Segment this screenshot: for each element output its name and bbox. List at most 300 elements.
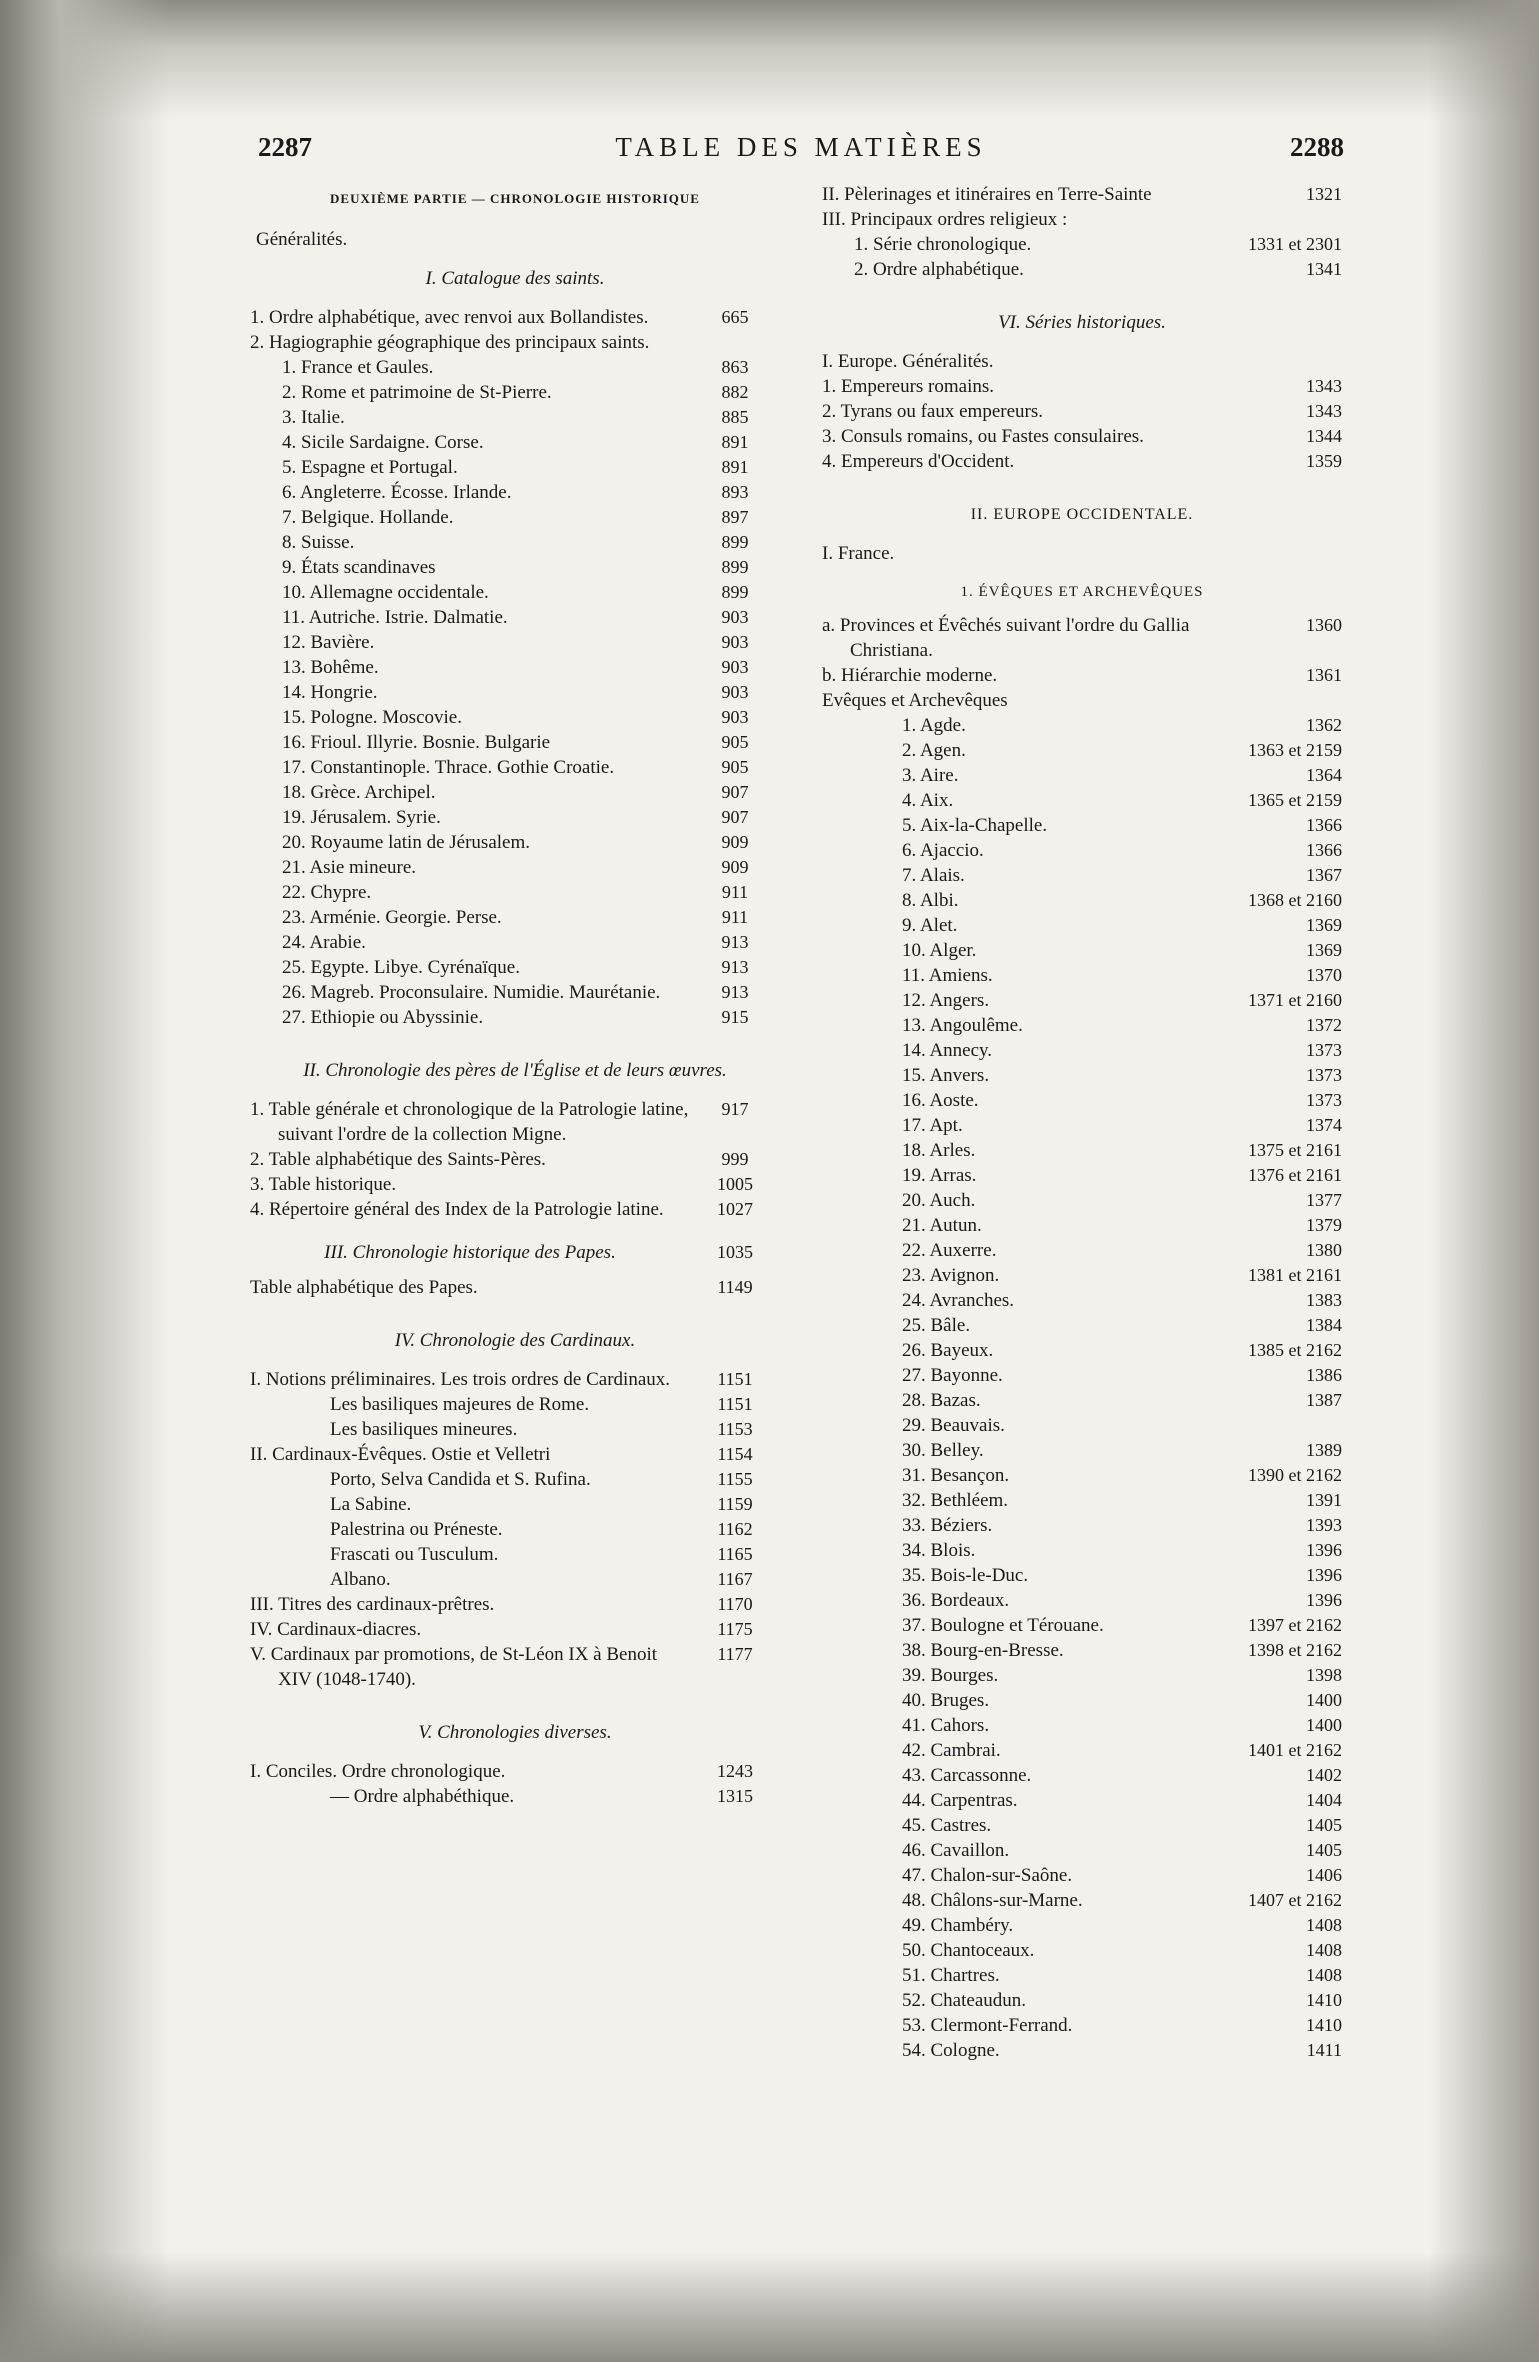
city-entry: [822, 2013, 1342, 2038]
entry-label: I. Notions préliminaires. Les trois ordres de Cardinaux.: [250, 1369, 671, 1390]
toc-entry: [250, 780, 780, 805]
entry-label: 33. Béziers.: [902, 1515, 993, 1536]
entry-label: 47. Chalon-sur-Saône.: [902, 1865, 1073, 1886]
page-ref: 1359: [1306, 451, 1342, 471]
city-entry: [822, 1163, 1342, 1188]
toc-entry: [250, 805, 780, 830]
entry-label: III. Principaux ordres religieux :: [822, 209, 1068, 230]
city-entry: [822, 1863, 1342, 1888]
page-ref: 1005: [717, 1174, 753, 1194]
page-ref: 1408: [1306, 1915, 1342, 1935]
city-entry: [822, 1963, 1342, 1988]
entry-label: 13. Bohême.: [282, 657, 379, 678]
entry-label: 27. Bayonne.: [902, 1365, 1003, 1386]
entry-label: 13. Angoulême.: [902, 1015, 1023, 1036]
toc-entry: [250, 1492, 780, 1517]
toc-entry: [250, 1467, 780, 1492]
entry-label: 54. Cologne.: [902, 2040, 1000, 2061]
entry-label: 3. Italie.: [282, 407, 345, 428]
page-ref: 882: [721, 382, 749, 402]
city-entry: [822, 1338, 1342, 1363]
city-entry: [822, 1613, 1342, 1638]
page-ref: 1367: [1306, 865, 1342, 885]
page-ref: 1391: [1306, 1490, 1342, 1510]
entry-label: 38. Bourg-en-Bresse.: [902, 1640, 1064, 1661]
page-ref: 1315: [717, 1786, 753, 1806]
page-ref: 1396: [1306, 1590, 1342, 1610]
page-ref: 917: [721, 1099, 749, 1119]
page-ref: 909: [721, 832, 749, 852]
entry-label: 35. Bois-le-Duc.: [902, 1565, 1029, 1586]
entry-label: 3. Table historique.: [250, 1174, 397, 1195]
entry-label: 1. Ordre alphabétique, avec renvoi aux Bollandistes.: [250, 307, 649, 328]
section-title-papes: III. Chronologie historique des Papes.: [324, 1242, 616, 1263]
section-entries-diverses: [250, 1759, 780, 1809]
page-ref: 1159: [717, 1494, 753, 1514]
page-ref: 1390 et 2162: [1248, 1465, 1342, 1485]
city-entry: [822, 813, 1342, 838]
entry-label: 18. Grèce. Archipel.: [282, 782, 436, 803]
entry-label: 10. Alger.: [902, 940, 977, 961]
entry-label: 53. Clermont-Ferrand.: [902, 2015, 1073, 2036]
entry-label: 39. Bourges.: [902, 1665, 999, 1686]
entry-label: 26. Magreb. Proconsulaire. Numidie. Maurétanie.: [282, 982, 661, 1003]
city-entry: [822, 1763, 1342, 1788]
city-entry: [822, 1663, 1342, 1688]
page-ref: 665: [721, 307, 749, 327]
page-ref: 1376 et 2161: [1248, 1165, 1342, 1185]
toc-entry: [822, 257, 1342, 282]
toc-entry: [250, 1197, 780, 1222]
page-number-left: 2287: [258, 132, 312, 162]
city-entry: [822, 1938, 1342, 1963]
entry-label: 34. Blois.: [902, 1540, 976, 1561]
entry-label: 1. Série chronologique.: [854, 234, 1032, 255]
entry-label: 44. Carpentras.: [902, 1790, 1018, 1811]
page-ref: 1380: [1306, 1240, 1342, 1260]
page-ref: 907: [721, 807, 749, 827]
page-ref: 1372: [1306, 1015, 1342, 1035]
page-ref: 1408: [1306, 1940, 1342, 1960]
city-entry: [822, 1038, 1342, 1063]
toc-entry: [250, 730, 780, 755]
page-ref: 1397 et 2162: [1248, 1615, 1342, 1635]
toc-entry: [250, 355, 780, 380]
papes-table-row: [250, 1275, 780, 1300]
city-entry: [822, 1513, 1342, 1538]
city-entry: [822, 1588, 1342, 1613]
city-list: [822, 713, 1342, 2063]
entry-label: 29. Beauvais.: [902, 1415, 1005, 1436]
entry-label: V. Cardinaux par promotions, de St-Léon IX à Benoit XIV (1048-1740).: [250, 1644, 658, 1690]
toc-entry: [250, 1617, 780, 1642]
city-entry: [822, 788, 1342, 813]
page-ref: 1151: [717, 1369, 753, 1389]
toc-entry: [250, 605, 780, 630]
entry-label: Table alphabétique des Papes.: [250, 1277, 478, 1298]
city-entry: [822, 988, 1342, 1013]
section-entries-top: [822, 182, 1342, 282]
entry-label: 36. Bordeaux.: [902, 1590, 1010, 1611]
page-ref: 1384: [1306, 1315, 1342, 1335]
toc-entry: [822, 613, 1342, 663]
toc-entry: [250, 1005, 780, 1030]
entry-label: 25. Egypte. Libye. Cyrénaïque.: [282, 957, 520, 978]
entry-label: 6. Ajaccio.: [902, 840, 984, 861]
page-ref: 1410: [1306, 2015, 1342, 2035]
toc-entry: [250, 880, 780, 905]
page-ref: 1343: [1306, 401, 1342, 421]
page-ref: 1373: [1306, 1065, 1342, 1085]
toc-entry: [250, 930, 780, 955]
toc-entry: [250, 1517, 780, 1542]
page-ref: 1379: [1306, 1215, 1342, 1235]
toc-entry: [822, 399, 1342, 424]
page-ref: 903: [721, 657, 749, 677]
page-title: TABLE DES MATIÈRES: [615, 132, 987, 162]
page-ref: 1396: [1306, 1540, 1342, 1560]
entry-label: 28. Bazas.: [902, 1390, 981, 1411]
entry-label: 22. Chypre.: [282, 882, 372, 903]
page-ref: 885: [721, 407, 749, 427]
toc-entry: [250, 1392, 780, 1417]
page-ref: 1368 et 2160: [1248, 890, 1342, 910]
page-ref: 907: [721, 782, 749, 802]
left-column: [250, 182, 780, 1809]
page-ref: 1170: [717, 1594, 753, 1614]
entry-label: 45. Castres.: [902, 1815, 992, 1836]
entry-label: 2. Hagiographie géographique des principaux saints.: [250, 332, 650, 353]
scan-shadow-bottom: [0, 2252, 1539, 2362]
entry-label: 50. Chantoceaux.: [902, 1940, 1035, 1961]
toc-entry: [250, 380, 780, 405]
toc-entry: [250, 755, 780, 780]
page-ref: 899: [721, 532, 749, 552]
scan-shadow-right: [1429, 0, 1539, 2362]
page-ref: 1149: [717, 1277, 753, 1297]
toc-entry: [822, 232, 1342, 257]
page-ref: 1385 et 2162: [1248, 1340, 1342, 1360]
page-ref: 1027: [717, 1199, 753, 1219]
toc-entry: [250, 1417, 780, 1442]
page-ref: 1155: [717, 1469, 753, 1489]
toc-entry: [822, 449, 1342, 474]
page-ref: 999: [721, 1149, 749, 1169]
page-ref: 1344: [1306, 426, 1342, 446]
city-entry: [822, 1713, 1342, 1738]
city-entry: [822, 1238, 1342, 1263]
entry-label: 25. Bâle.: [902, 1315, 971, 1336]
page-ref: 1363 et 2159: [1248, 740, 1342, 760]
entry-label: 2. Ordre alphabétique.: [854, 259, 1024, 280]
page-ref: 1400: [1306, 1690, 1342, 1710]
page-ref: 913: [721, 957, 749, 977]
toc-entry: [250, 980, 780, 1005]
entry-label: IV. Cardinaux-diacres.: [250, 1619, 422, 1640]
entry-label: 52. Chateaudun.: [902, 1990, 1027, 2011]
city-entry: [822, 1888, 1342, 1913]
page-ref: 1154: [717, 1444, 753, 1464]
entry-label: 14. Hongrie.: [282, 682, 378, 703]
entry-label: Palestrina ou Préneste.: [330, 1519, 503, 1540]
page-ref: 1151: [717, 1394, 753, 1414]
city-entry: [822, 1288, 1342, 1313]
entry-label: 2. Tyrans ou faux empereurs.: [822, 401, 1043, 422]
entry-label: 18. Arles.: [902, 1140, 976, 1161]
page-ref: 1364: [1306, 765, 1342, 785]
city-entry: [822, 838, 1342, 863]
city-entry: [822, 1113, 1342, 1138]
page-ref: 911: [721, 882, 749, 902]
page-ref: 1405: [1306, 1840, 1342, 1860]
entry-label: 43. Carcassonne.: [902, 1765, 1032, 1786]
entry-label: 4. Répertoire général des Index de la Patrologie latine.: [250, 1199, 664, 1220]
toc-entry: [250, 630, 780, 655]
city-entry: [822, 1988, 1342, 2013]
toc-entry: [822, 424, 1342, 449]
entry-label: 42. Cambrai.: [902, 1740, 1001, 1761]
entry-label: III. Titres des cardinaux-prêtres.: [250, 1594, 495, 1615]
entry-label: 21. Asie mineure.: [282, 857, 417, 878]
toc-entry: [250, 655, 780, 680]
city-entry: [822, 713, 1342, 738]
entry-label: 40. Bruges.: [902, 1690, 990, 1711]
section-title-cardinaux: IV. Chronologie des Cardinaux.: [394, 1330, 636, 1351]
city-entry: [822, 1563, 1342, 1588]
city-entry: [822, 1313, 1342, 1338]
page-ref: 913: [721, 932, 749, 952]
toc-entry: [250, 505, 780, 530]
entry-label: 21. Autun.: [902, 1215, 982, 1236]
city-entry: [822, 1013, 1342, 1038]
city-entry: [822, 963, 1342, 988]
page-ref: 1321: [1306, 184, 1342, 204]
toc-entry: [250, 455, 780, 480]
section-title-europe: II. EUROPE OCCIDENTALE.: [970, 506, 1194, 523]
toc-entry: [250, 1642, 780, 1692]
entry-label: 16. Frioul. Illyrie. Bosnie. Bulgarie: [282, 732, 551, 753]
section-title-diverses: V. Chronologies diverses.: [418, 1722, 612, 1743]
entry-label: I. Conciles. Ordre chronologique.: [250, 1761, 506, 1782]
toc-entry: [250, 430, 780, 455]
page-ref: 1398 et 2162: [1248, 1640, 1342, 1660]
page-ref: 1369: [1306, 915, 1342, 935]
entry-label: 5. Aix-la-Chapelle.: [902, 815, 1048, 836]
entry-label: 32. Bethléem.: [902, 1490, 1009, 1511]
entry-label: 11. Amiens.: [902, 965, 993, 986]
right-column: [822, 182, 1342, 2063]
toc-entry: [250, 1147, 780, 1172]
toc-entry: [822, 374, 1342, 399]
toc-entry: [822, 207, 1342, 232]
page-ref: 1361: [1306, 665, 1342, 685]
page-ref: 1405: [1306, 1815, 1342, 1835]
page-number-right: 2288: [1290, 132, 1344, 162]
toc-entry: [250, 305, 780, 330]
entry-label: 37. Boulogne et Térouane.: [902, 1615, 1104, 1636]
toc-entry: [250, 530, 780, 555]
page-ref: 1411: [1306, 2040, 1342, 2060]
page-ref: 1153: [717, 1419, 753, 1439]
entry-label: 16. Aoste.: [902, 1090, 979, 1111]
section-entries-france: [822, 613, 1342, 713]
entry-label: 9. Alet.: [902, 915, 958, 936]
entry-label: 22. Auxerre.: [902, 1240, 997, 1261]
entry-label: 7. Alais.: [902, 865, 965, 886]
entry-label: 20. Auch.: [902, 1190, 976, 1211]
entry-label: 10. Allemagne occidentale.: [282, 582, 489, 603]
page-ref: 1387: [1306, 1390, 1342, 1410]
city-entry: [822, 1463, 1342, 1488]
entry-label: 49. Chambéry.: [902, 1915, 1014, 1936]
entry-label: 9. États scandinaves: [282, 557, 436, 578]
page-ref: 1165: [717, 1544, 753, 1564]
entry-label: 11. Autriche. Istrie. Dalmatie.: [282, 607, 508, 628]
toc-entry: [250, 480, 780, 505]
entry-label: 19. Jérusalem. Syrie.: [282, 807, 441, 828]
page-ref: 893: [721, 482, 749, 502]
page-ref: 1374: [1306, 1115, 1342, 1135]
entry-label: Albano.: [330, 1569, 391, 1590]
entry-label: 14. Annecy.: [902, 1040, 993, 1061]
city-entry: [822, 1913, 1342, 1938]
city-entry: [822, 1413, 1342, 1438]
entry-label: 27. Ethiopie ou Abyssinie.: [282, 1007, 484, 1028]
entry-label: Porto, Selva Candida et S. Rufina.: [330, 1469, 591, 1490]
toc-entry: [250, 680, 780, 705]
scan-shadow-top: [0, 0, 1539, 120]
page-ref: 913: [721, 982, 749, 1002]
entry-label: 2. Rome et patrimoine de St-Pierre.: [282, 382, 552, 403]
page-ref: 1331 et 2301: [1248, 234, 1342, 254]
page-ref: 1360: [1306, 615, 1342, 635]
city-entry: [822, 1138, 1342, 1163]
entry-label: 4. Sicile Sardaigne. Corse.: [282, 432, 484, 453]
entry-label: 5. Espagne et Portugal.: [282, 457, 458, 478]
entry-label: 1. France et Gaules.: [282, 357, 434, 378]
page-ref: 891: [721, 457, 749, 477]
toc-entry: [250, 705, 780, 730]
city-entry: [822, 1213, 1342, 1238]
toc-entry: [250, 1367, 780, 1392]
entry-label: 2. Agen.: [902, 740, 966, 761]
entry-label: 1. Agde.: [902, 715, 966, 736]
section-entries-peres: [250, 1097, 780, 1222]
page-ref: 1366: [1306, 840, 1342, 860]
section-title-series: VI. Séries historiques.: [998, 312, 1166, 333]
page-ref: 1167: [717, 1569, 753, 1589]
page-ref: 1410: [1306, 1990, 1342, 2010]
generalites: Généralités.: [256, 229, 348, 250]
entry-label: 2. Table alphabétique des Saints-Pères.: [250, 1149, 546, 1170]
entry-label: 1. Table générale et chronologique de la Patrologie latine, suivant l'ordre de la collection Migne.: [250, 1099, 689, 1145]
section-entries-cardinaux: [250, 1367, 780, 1692]
section-title-peres: II. Chronologie des pères de l'Église et de leurs œuvres.: [303, 1060, 727, 1081]
city-entry: [822, 888, 1342, 913]
toc-entry: [822, 663, 1342, 688]
entry-label: 15. Anvers.: [902, 1065, 990, 1086]
entry-label: 6. Angleterre. Écosse. Irlande.: [282, 482, 512, 503]
city-entry: [822, 1638, 1342, 1663]
page-ref: 1371 et 2160: [1248, 990, 1342, 1010]
toc-entry: [250, 580, 780, 605]
page-ref: 1377: [1306, 1190, 1342, 1210]
toc-entry: [250, 855, 780, 880]
city-entry: [822, 1488, 1342, 1513]
page-ref: 905: [721, 732, 749, 752]
city-entry: [822, 1363, 1342, 1388]
page-ref: 1035: [717, 1242, 753, 1262]
entry-label: 8. Albi.: [902, 890, 959, 911]
city-entry: [822, 1388, 1342, 1413]
page-ref: 897: [721, 507, 749, 527]
page-ref: 1393: [1306, 1515, 1342, 1535]
toc-entry: [250, 405, 780, 430]
city-entry: [822, 1788, 1342, 1813]
page-ref: 863: [721, 357, 749, 377]
toc-entry: [250, 1567, 780, 1592]
section-title-saints: I. Catalogue des saints.: [425, 268, 605, 289]
entry-label: 8. Suisse.: [282, 532, 355, 553]
toc-entry: [250, 1097, 780, 1147]
toc-entry: [250, 830, 780, 855]
page-ref: 1383: [1306, 1290, 1342, 1310]
entry-label: 51. Chartres.: [902, 1965, 1000, 1986]
entry-label: I. Europe. Généralités.: [822, 351, 994, 372]
page-ref: 1366: [1306, 815, 1342, 835]
page-ref: 1386: [1306, 1365, 1342, 1385]
page-ref: 1365 et 2159: [1248, 790, 1342, 810]
city-entry: [822, 1813, 1342, 1838]
entry-label: 12. Angers.: [902, 990, 990, 1011]
page-ref: 1401 et 2162: [1248, 1740, 1342, 1760]
entry-label: 7. Belgique. Hollande.: [282, 507, 454, 528]
entry-label: La Sabine.: [330, 1494, 412, 1515]
entry-label: 3. Consuls romains, ou Fastes consulaires.: [822, 426, 1144, 447]
entry-label: 30. Belley.: [902, 1440, 984, 1461]
section-entries-saints: [250, 305, 780, 1030]
entry-label: 24. Arabie.: [282, 932, 366, 953]
toc-entry: [250, 1172, 780, 1197]
entry-label: 26. Bayeux.: [902, 1340, 994, 1361]
entry-label: Les basiliques majeures de Rome.: [330, 1394, 590, 1415]
page-ref: 1375 et 2161: [1248, 1140, 1342, 1160]
page-ref: 1400: [1306, 1715, 1342, 1735]
page-ref: 1370: [1306, 965, 1342, 985]
page-ref: 1362: [1306, 715, 1342, 735]
page-ref: 1341: [1306, 259, 1342, 279]
page-ref: 909: [721, 857, 749, 877]
eveques-subtitle: 1. ÉVÊQUES ET ARCHEVÊQUES: [960, 584, 1204, 600]
page-ref: 915: [721, 1007, 749, 1027]
toc-entry: [250, 1784, 780, 1809]
page-ref: 911: [721, 907, 749, 927]
entry-label: II. Cardinaux-Évêques. Ostie et Velletri: [250, 1444, 551, 1465]
page-ref: 1162: [717, 1519, 753, 1539]
page-ref: 1369: [1306, 940, 1342, 960]
toc-entry: [250, 955, 780, 980]
page-ref: 1398: [1306, 1665, 1342, 1685]
page-ref: 903: [721, 632, 749, 652]
page-ref: 1406: [1306, 1865, 1342, 1885]
entry-label: b. Hiérarchie moderne.: [822, 665, 998, 686]
city-entry: [822, 863, 1342, 888]
toc-entry: [822, 182, 1342, 207]
city-entry: [822, 738, 1342, 763]
city-entry: [822, 1263, 1342, 1288]
entry-label: 12. Bavière.: [282, 632, 375, 653]
toc-entry: [250, 330, 780, 355]
